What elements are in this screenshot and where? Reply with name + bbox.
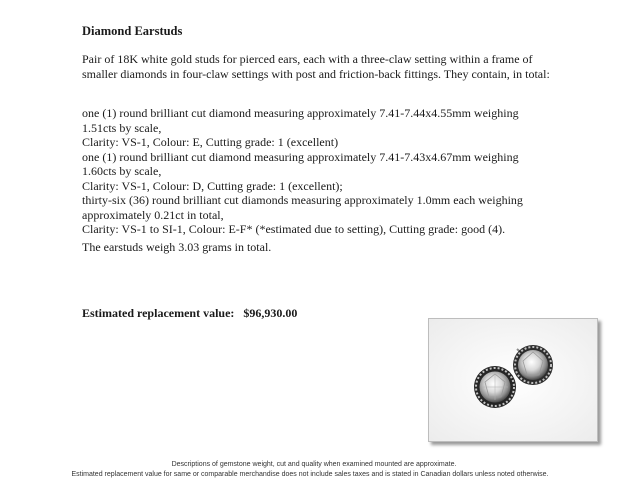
detail-line: 1.60cts by scale, bbox=[82, 164, 162, 178]
replacement-value bbox=[82, 306, 297, 321]
document-title: Diamond Earstuds bbox=[82, 24, 183, 38]
value-label: Estimated replacement value: bbox=[82, 306, 235, 320]
footer-disclaimer-2: Estimated replacement value for same or comparable merchandise does not include sales taxes and is stated in Canadian dollars unless noted otherwise. bbox=[71, 471, 549, 478]
detail-line: Clarity: VS-1, Colour: E, Cutting grade: 1 (excellent) bbox=[82, 135, 339, 149]
earstuds-photo bbox=[428, 318, 598, 442]
detail-line: 1.51cts by scale, bbox=[82, 120, 162, 135]
earstuds-image bbox=[429, 319, 597, 441]
detail-line: one (1) round brilliant cut diamond measuring approximately 7.41-7.43x4.67mm weighing bbox=[82, 149, 519, 164]
detail-line: one (1) round brilliant cut diamond measuring approximately 7.41-7.44x4.55mm weighing bbox=[82, 106, 519, 120]
value-amount: $96,930.00 bbox=[243, 306, 298, 320]
item-description: Pair of 18K white gold studs for pierced ears, each with a three-claw setting within a frame of smaller diamonds in four-claw settings with post and friction-back fittings. They contain, in total: bbox=[82, 52, 550, 81]
footer-disclaimer-1: Descriptions of gemstone weight, cut and quality when examined mounted are approximate. bbox=[171, 461, 457, 468]
detail-line: Clarity: VS-1, Colour: D, Cutting grade: 1 (excellent); bbox=[82, 178, 343, 193]
detail-line: thirty-six (36) round brilliant cut diamonds measuring approximately 1.0mm each weighing bbox=[82, 193, 523, 207]
total-weight: The earstuds weigh 3.03 grams in total. bbox=[82, 240, 272, 254]
detail-line: Clarity: VS-1 to SI-1, Colour: E-F* (*estimated due to setting), Cutting grade: good (4). bbox=[82, 222, 506, 236]
stone-details bbox=[82, 106, 552, 237]
detail-line: approximately 0.21ct in total, bbox=[82, 207, 224, 222]
